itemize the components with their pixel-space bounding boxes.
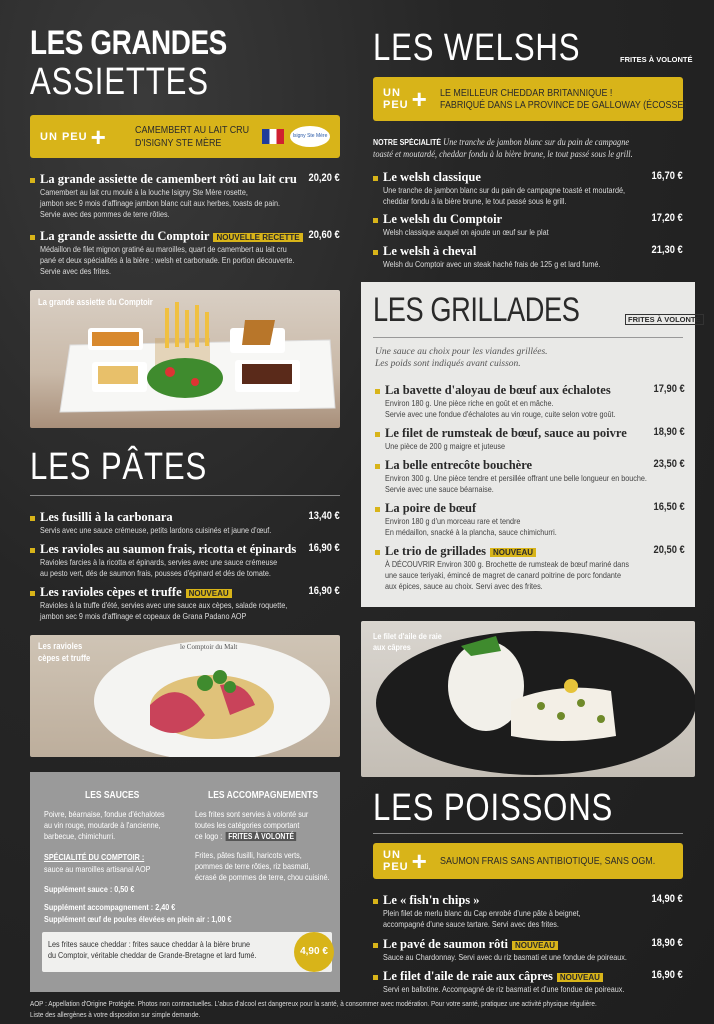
menu-item xyxy=(30,172,340,221)
item-name: Les ravioles cèpes et truffe NOUVEAU xyxy=(30,585,340,600)
item-name: La poire de bœuf xyxy=(375,501,685,516)
item-desc: Servis avec une sauce crémeuse, petits lardons cuisinés et jaune d'œuf. xyxy=(40,525,272,535)
item-price: 16,70 € xyxy=(651,170,683,182)
sauces-text: Poivre, béarnaise, fondue d'échalotes au vin rouge, moutarde à l'ancienne, barbecue, chimichurri. xyxy=(44,809,165,842)
new-badge: NOUVEAU xyxy=(557,973,603,982)
special-title: SPÉCIALITÉ DU COMPTOIR : xyxy=(44,852,145,862)
menu-item xyxy=(373,937,683,963)
item-name: Le welsh du Comptoir xyxy=(373,212,683,227)
item-price: 16,50 € xyxy=(653,501,685,513)
plus-icon: + xyxy=(411,846,428,876)
menu-item xyxy=(30,542,340,579)
sauces-title: LES SAUCES xyxy=(85,790,140,801)
item-desc: Plein filet de merlu blanc du Cap enrobé d'une pâte à beignet, accompagné d'une sauce tartare. Servi avec des frites. xyxy=(383,908,581,930)
cheddar-box xyxy=(42,932,332,972)
assiettes-title: LES GRANDES xyxy=(30,24,227,62)
item-desc: Environ 180 g. Une pièce riche en goût et en mâche. Servie avec une fondue d'échalotes au vin rouge, cuite selon votre goût. xyxy=(385,398,616,420)
plus-icon: + xyxy=(90,121,107,152)
item-desc: Ravioles à la truffe d'été, servies avec une sauce aux cèpes, salade roquette, jambon sec 9 mois d'affinage et copeaux de Grana Padano AOP xyxy=(40,600,288,622)
item-desc: Welsh classique auquel on ajoute un œuf sur le plat xyxy=(383,227,549,237)
menu-item xyxy=(375,544,685,593)
raie-photo xyxy=(361,621,695,777)
menu-item xyxy=(30,585,340,622)
item-price: 16,90 € xyxy=(651,969,683,981)
item-desc: Servi en ballotine. Accompagné de riz basmati et d'une fondue de poireaux. xyxy=(383,984,625,994)
item-name: Le welsh classique xyxy=(373,170,683,185)
item-name: Le filet d'aile de raie aux câpres NOUVEAU xyxy=(373,969,683,984)
item-name: La grande assiette de camembert rôti au lait cru xyxy=(30,172,340,187)
item-price: 16,90 € xyxy=(308,585,340,597)
accomp-text: Les frites sont servies à volonté sur toutes les catégories comportant ce logo : FRITES À VOLONTÉ xyxy=(195,809,309,842)
peu-label: UN PEU + xyxy=(383,846,428,876)
new-badge: NOUVEAU xyxy=(490,548,536,557)
item-name: Le filet de rumsteak de bœuf, sauce au poivre xyxy=(375,426,685,441)
item-name: Les fusilli à la carbonara xyxy=(30,510,340,525)
new-badge: NOUVEAU xyxy=(512,941,558,950)
grillades-panel xyxy=(361,282,701,607)
item-price: 17,90 € xyxy=(653,383,685,395)
item-price: 23,50 € xyxy=(653,458,685,470)
item-name: La bavette d'aloyau de bœuf aux échalotes xyxy=(375,383,685,398)
photo-caption: La grande assiette du Comptoir xyxy=(38,297,153,307)
item-price: 18,90 € xyxy=(651,937,683,949)
footer-notes: AOP : Appellation d'Origine Protégée. Photos non contractuelles. L'abus d'alcool est dangereux pour la santé, à consommer avec modération. Pour votre santé, pratiquez une activité physique régulière. Liste des allergènes à votre disposition sur simple demande. xyxy=(30,999,597,1019)
peu-text: CAMEMBERT AU LAIT CRU D'ISIGNY STE MÈRE xyxy=(134,124,249,149)
item-price: 16,90 € xyxy=(308,542,340,554)
item-name: Le trio de grillades NOUVEAU xyxy=(375,544,685,559)
sauces-box xyxy=(30,772,340,992)
divider xyxy=(30,495,340,496)
item-desc: Une pièce de 200 g maigre et juteuse xyxy=(385,441,506,451)
grillades-title: LES GRILLADES xyxy=(373,291,580,329)
menu-item xyxy=(373,244,683,270)
divider xyxy=(373,833,683,834)
menu-item xyxy=(30,510,340,536)
ravioles-photo xyxy=(30,635,340,757)
welshs-title: LES WELSHS xyxy=(373,27,581,69)
assiette-photo xyxy=(30,290,340,428)
item-price: 21,30 € xyxy=(651,244,683,256)
new-badge: NOUVELLE RECETTE xyxy=(213,233,302,242)
item-price: 17,20 € xyxy=(651,212,683,224)
photo-caption: Le filet d'aile de raie aux câpres xyxy=(373,631,442,653)
france-flag-icon xyxy=(262,129,284,144)
item-name: Les ravioles au saumon frais, ricotta et épinards xyxy=(30,542,340,557)
item-name: Le welsh à cheval xyxy=(373,244,683,259)
menu-item xyxy=(373,170,683,207)
frites-a-volonte-label: FRITES À VOLONTÉ xyxy=(620,55,693,64)
peu-text: SAUMON FRAIS SANS ANTIBIOTIQUE, SANS OGM. xyxy=(439,854,656,867)
item-price: 18,90 € xyxy=(653,426,685,438)
item-price: 20,20 € xyxy=(308,172,340,184)
item-desc: Environ 180 g d'un morceau rare et tendre En médaillon, snacké à la plancha, sauce chimichurri. xyxy=(385,516,557,538)
item-desc: Ravioles farcies à la ricotta et épinards, servies avec une sauce crémeuse au pesto vert, dés de saumon frais, pousses d'épinard et dés de tomate. xyxy=(40,557,278,579)
supplement-oeuf: Supplément œuf de poules élevées en plein air : 1,00 € xyxy=(44,914,232,924)
peu-label: UN PEU + xyxy=(40,121,107,152)
item-price: 14,90 € xyxy=(651,893,683,905)
menu-item xyxy=(373,893,683,930)
item-price: 13,40 € xyxy=(308,510,340,522)
poissons-title: LES POISSONS xyxy=(373,787,614,829)
assiettes-subtitle: ASSIETTES xyxy=(30,61,209,103)
item-desc: Environ 300 g. Une pièce tendre et persillée offrant une belle longueur en bouche. Servie avec une sauce béarnaise. xyxy=(385,473,647,495)
accomp-list: Frites, pâtes fusilli, haricots verts, pommes de terre rôties, riz basmati, écrasé de pommes de terre, chou cuisiné. xyxy=(195,850,330,883)
item-desc: À DÉCOUVRIR Environ 300 g. Brochette de rumsteak de bœuf mariné dans une sauce teriyaki, émincé de magret de canard poitrine de porc fondante aux épices, sauce au choix. Servi avec des frites. xyxy=(385,559,629,592)
menu-item xyxy=(375,383,685,420)
item-name: La belle entrecôte bouchère xyxy=(375,458,685,473)
peu-banner-welsh xyxy=(373,77,687,121)
specialite-text: NOTRE SPÉCIALITÉ Une tranche de jambon blanc sur du pain de campagne toasté et moutardé, cheddar fondu à la bière brune, le tout passé sous le grill. xyxy=(373,138,633,161)
plate-illustration xyxy=(30,290,340,428)
menu-item xyxy=(373,969,683,995)
frites-a-volonte-label: FRITES À VOLONTÉ xyxy=(625,314,704,325)
supplement-sauce: Supplément sauce : 0,50 € xyxy=(44,884,135,894)
new-badge: NOUVEAU xyxy=(186,589,232,598)
item-price: 20,60 € xyxy=(308,229,340,241)
menu-item xyxy=(375,501,685,538)
item-name: La grande assiette du Comptoir NOUVELLE RECETTE xyxy=(30,229,340,244)
menu-item xyxy=(373,212,683,238)
supplement-accomp: Supplément accompagnement : 2,40 € xyxy=(44,902,176,912)
menu-item xyxy=(30,229,340,278)
divider xyxy=(373,337,683,338)
peu-text: LE MEILLEUR CHEDDAR BRITANNIQUE ! FABRIQUÉ DANS LA PROVINCE DE GALLOWAY (ÉCOSSE) xyxy=(439,86,687,111)
plate-logo-text: le Comptoir du Malt xyxy=(180,643,238,651)
frites-logo: FRITES À VOLONTÉ xyxy=(226,832,297,841)
item-desc: Médaillon de filet mignon gratiné au maroilles, quart de camembert au lait cru pané et deux spécialités à la bière : welsh et carbonade. En portion découverte. Servie avec des frites. xyxy=(40,244,295,277)
grillades-intro: Une sauce au choix pour les viandes grillées. Les poids sont indiqués avant cuisson. xyxy=(375,347,548,370)
peu-label: UN PEU + xyxy=(383,84,428,114)
cheddar-price: 4,90 € xyxy=(294,932,334,972)
item-desc: Sauce au Chardonnay. Servi avec du riz basmati et une fondue de poireaux. xyxy=(383,952,627,962)
item-price: 20,50 € xyxy=(653,544,685,556)
item-name: Le « fish'n chips » xyxy=(373,893,683,908)
menu-item xyxy=(375,426,685,452)
item-desc: Une tranche de jambon blanc sur du pain de campagne toasté et moutardé, cheddar fondu à la bière brune, le tout passé sous le grill. xyxy=(383,185,625,207)
plus-icon: + xyxy=(411,84,428,114)
accomp-title: LES ACCOMPAGNEMENTS xyxy=(208,790,319,801)
pates-title: LES PÂTES xyxy=(30,446,208,488)
menu-item xyxy=(375,458,685,495)
item-desc: Welsh du Comptoir avec un steak haché frais de 125 g et lard fumé. xyxy=(383,259,601,269)
photo-caption: Les ravioles cèpes et truffe xyxy=(38,641,91,663)
peu-banner-assiettes xyxy=(30,115,340,158)
cheddar-text: Les frites sauce cheddar : frites sauce cheddar à la bière brune du Comptoir, véritable cheddar de Grande-Bretagne et lard fumé. xyxy=(48,939,257,961)
item-desc: Camembert au lait cru moulé à la louche Isigny Ste Mère rosette, jambon sec 9 mois d'affinage jambon blanc cuit aux herbes, toasts de pain. Servie avec des pommes de terre rôties. xyxy=(40,187,281,220)
peu-banner-poissons xyxy=(373,843,683,879)
special-text: sauce au maroilles artisanal AOP xyxy=(44,864,151,874)
isigny-logo: Isigny Ste Mère xyxy=(290,126,330,147)
item-name: Le pavé de saumon rôti NOUVEAU xyxy=(373,937,683,952)
specialite-label: NOTRE SPÉCIALITÉ xyxy=(373,138,442,147)
